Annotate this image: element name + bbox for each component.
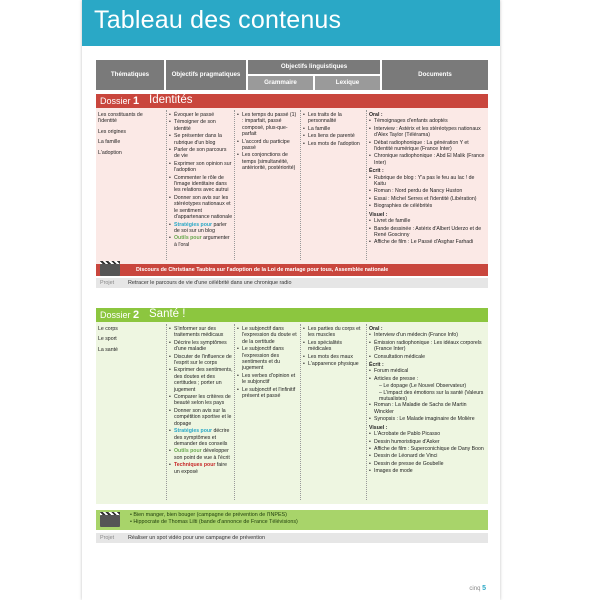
table-header	[96, 60, 488, 90]
prag-strategies: • Stratégies pour décrire des symptômes et demander des conseils	[169, 428, 233, 447]
lex-item: • Les liens de parenté	[303, 133, 365, 139]
page	[82, 0, 500, 600]
lex-item: • Les parties du corps et les muscles	[303, 326, 365, 339]
gram-item: • Les temps du passé (1) : imparfait, passé composé, plus-que-parfait	[237, 112, 299, 138]
theme-item: La santé	[98, 346, 118, 353]
gram-item: • L'accord du participe passé	[237, 139, 299, 152]
band-line: • Bien manger, bien bouger (campagne de prévention de l'INPES)	[130, 512, 287, 518]
prag-item: • Parler de son parcours de vie	[169, 147, 233, 160]
prag-item: • Exprimer son opinion sur l'adoption	[169, 161, 233, 174]
dossier-1-lexique	[303, 112, 365, 148]
theme-item: La famille	[98, 139, 121, 146]
doc-item: • Bande dessinée : Astérix d'Albert Uderzo et de René Goscinny	[369, 226, 487, 239]
dossier-2-bar	[96, 308, 488, 322]
clapperboard-icon	[100, 515, 120, 527]
projet-text: Réaliser un spot vidéo pour une campagne de prévention	[128, 535, 265, 541]
dossier-1-video-band	[96, 264, 488, 276]
doc-oral-head: Oral :	[369, 326, 383, 332]
band-line: • Hippocrate de Thomas Lilti (bande d'annonce de France Télévisions)	[130, 519, 298, 525]
theme-item: Les constituants de l'identité	[98, 112, 143, 125]
theme-item: Le corps	[98, 326, 118, 332]
dossier-1-name: Identités	[149, 94, 193, 106]
page-number: cinq 5	[469, 585, 486, 592]
projet-label: Projet	[100, 280, 115, 286]
prag-item: • Commenter le rôle de l'image identitaire dans les relations avec autrui	[169, 175, 233, 194]
doc-item: • Dessin humoristique d'Asker	[369, 439, 487, 445]
gram-item: • Le subjonctif dans l'expression des sentiments et du jugement	[237, 346, 299, 372]
header-documents: Documents	[382, 60, 488, 90]
doc-item: • Synopsis : Le Malade imaginaire de Molière	[369, 416, 487, 422]
doc-ecrit-sub	[369, 383, 487, 402]
prag-outils: • Outils pour développer son point de vue à l'écrit	[169, 448, 233, 461]
dossier-1-grammaire	[237, 112, 299, 173]
page-header	[82, 0, 500, 46]
lex-item: • Les mots de l'adoption	[303, 141, 365, 147]
dossier-1-label: Dossier 1	[100, 95, 140, 107]
dossier-1-themes	[98, 112, 162, 160]
dossier-1-prag	[169, 112, 233, 249]
prag-item: • Décrire les symptômes d'une maladie	[169, 340, 233, 353]
header-grammaire: Grammaire	[248, 76, 313, 90]
dossier-1-documents	[369, 110, 487, 247]
doc-item: • Images de mode	[369, 468, 487, 474]
doc-item: • Rubrique de blog : Y'a pas le feu au lac ! de Kaitu	[369, 175, 487, 188]
header-lexique: Lexique	[315, 76, 380, 90]
doc-item: • Débat radiophonique : La génération Y et l'identité numérique (France Inter)	[369, 140, 487, 153]
band-lines	[130, 512, 298, 526]
doc-sub-item: – L'impact des émotions sur la santé (Valeurs mutualistes)	[379, 389, 484, 403]
prag-item: • S'informer sur des traitements médicaux	[169, 326, 233, 339]
projet-label: Projet	[100, 535, 115, 541]
header-obj-prag: Objectifs pragmatiques	[166, 60, 246, 90]
dossier-2-grammaire	[237, 326, 299, 400]
lex-item: • Les spécialités médicales	[303, 340, 365, 353]
dossier-2-lexique	[303, 326, 365, 368]
doc-item: • Essai : Michel Serres et l'identité (Libération)	[369, 196, 487, 202]
doc-item: • Consultation médicale	[369, 354, 487, 360]
prag-strategies: • Stratégies pour parler de soi sur un blog	[169, 222, 233, 235]
dossier-2-prag	[169, 326, 233, 476]
clapperboard-icon	[100, 264, 120, 276]
band-text: Discours de Christiane Taubira sur l'adoption de la Loi de mariage pour tous, Assemblée nationale	[136, 267, 389, 273]
dossier-2-themes	[98, 326, 162, 357]
doc-item: • Dessin de Léonard de Vinci	[369, 453, 487, 459]
dossier-2-video-band	[96, 510, 488, 530]
doc-oral-head: Oral :	[369, 112, 383, 118]
dossier-1-bar	[96, 94, 488, 108]
lex-item: • La famille	[303, 126, 365, 132]
doc-ecrit-head: Écrit :	[369, 362, 384, 369]
header-obj-ling: Objectifs linguistiques	[248, 60, 380, 74]
dossier-1-projet	[96, 278, 488, 288]
dossier-2-name: Santé !	[149, 308, 186, 320]
page-title: Tableau des contenus	[94, 6, 342, 34]
gram-item: • Les conjonctions de temps (simultanéité, antériorité, postériorité)	[237, 152, 299, 171]
doc-visuel-head: Visuel :	[369, 424, 388, 431]
prag-item: • Témoigner de son identité	[169, 119, 233, 132]
prag-techniques: • Techniques pour faire un exposé	[169, 462, 233, 475]
doc-item: • Témoignages d'enfants adoptés	[369, 118, 487, 124]
prag-item: • Évoquer le passé	[169, 112, 233, 118]
prag-item: • Comparer les critères de beauté selon les pays	[169, 394, 233, 407]
theme-item: Les origines	[98, 128, 126, 135]
dossier-2-projet	[96, 533, 488, 543]
header-thematiques: Thématiques	[96, 60, 164, 90]
theme-item: Le sport	[98, 336, 117, 343]
prag-item: • Donner son avis sur la compétition sportive et le dopage	[169, 408, 233, 427]
doc-item: • Roman : La Maladie de Sachs de Martin Winckler	[369, 402, 487, 415]
doc-item: • Affiche de film : Superconichique de Dany Boon	[369, 446, 487, 452]
doc-item: • Chronique radiophonique : Abd El Malik (France Inter)	[369, 153, 487, 166]
gram-item: • Le subjonctif dans l'expression du doute et de la certitude	[237, 326, 299, 345]
gram-item: • Le subjonctif et l'infinitif présent et passé	[237, 387, 299, 400]
doc-item: • Livret de famille	[369, 218, 487, 224]
theme-item: L'adoption	[98, 149, 122, 156]
doc-sub-item: – Le dopage (Le Nouvel Observateur)	[379, 383, 467, 390]
doc-item: • Biographies de célébrités	[369, 203, 487, 209]
gram-item: • Les verbes d'opinion et le subjonctif	[237, 373, 299, 386]
doc-item: • Articles de presse :	[369, 376, 487, 382]
lex-item: • L'apparence physique	[303, 361, 365, 367]
prag-outils: • Outils pour argumenter à l'oral	[169, 235, 233, 248]
doc-item: • L'Acrobate de Pablo Picasso	[369, 431, 487, 437]
dossier-2-documents	[369, 324, 487, 476]
prag-item: • Discuter de l'influence de l'esprit sur le corps	[169, 354, 233, 367]
doc-item: • Dessin de presse de Goubelle	[369, 461, 487, 467]
doc-item: • Forum médical	[369, 368, 487, 374]
doc-item: • Interview : Astérix et les stéréotypes nationaux d'Alex Taylor (Télérama)	[369, 126, 487, 139]
prag-item: • Se présenter dans la rubrique d'un blog	[169, 133, 233, 146]
prag-item: • Exprimer des sentiments, des doutes et des certitudes ; porter un jugement	[169, 367, 233, 393]
prag-item: • Donner son avis sur les stéréotypes nationaux et le sentiment d'appartenance nationale	[169, 195, 233, 221]
projet-text: Retracer le parcours de vie d'une célébrité dans une chronique radio	[128, 280, 292, 286]
doc-item: • Affiche de film : Le Passé d'Asghar Farhadi	[369, 239, 487, 245]
doc-item: • Émission radiophonique : Les idéaux corporels (France Inter)	[369, 340, 487, 353]
lex-item: • Les traits de la personnalité	[303, 112, 365, 125]
dossier-2-label: Dossier 2	[100, 309, 140, 321]
lex-item: • Les mots des maux	[303, 354, 365, 360]
doc-item: • Interview d'un médecin (France Info)	[369, 332, 487, 338]
doc-ecrit-head: Écrit :	[369, 168, 384, 175]
doc-item: • Roman : Nord perdu de Nancy Huston	[369, 188, 487, 194]
doc-visuel-head: Visuel :	[369, 211, 388, 218]
